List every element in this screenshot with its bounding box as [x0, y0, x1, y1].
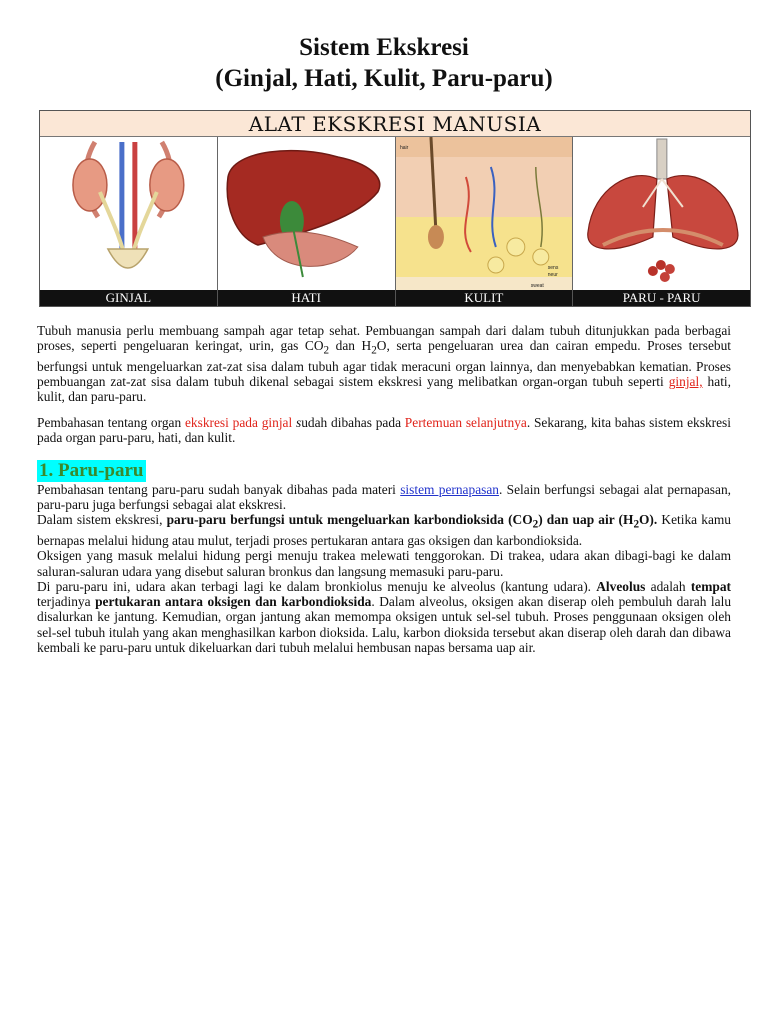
skin-label-sweat: sweat	[530, 282, 544, 290]
sistem-pernapasan-link[interactable]: sistem pernapasan	[400, 482, 499, 497]
intro-paragraph: Tubuh manusia perlu membuang sampah agar tetap sehat. Pembuangan sampah dari dalam tubuh ditunjukkan pada berbagai proses, seperti pengeluaran keringat, urin, gas $CO_2$ dan $H_2O$, serta pengeluaran urea dan cairan empedu. Proses tersebut berfungsi untuk mengeluarkan zat-zat sisa dalam tubuh agar tidak meracuni organ lainnya, dan menyebabkan kematian. Proses pembuangan zat-zat sisa dalam tubuh dikenal sebagai sistem ekskresi yang melibatkan organ-organ tubuh seperti ginjal, hati, kulit, dan paru-paru.	[37, 323, 731, 405]
liver-image	[218, 137, 396, 290]
paru-p4: Di paru-paru ini, udara akan terbagi lagi ke dalam bronkiolus menuju ke alveolus (kantung udara). Alveolus adalah tempat terjadinya pertukaran antara oksigen dan karbondioksida. Dalam alveolus, oksigen akan diserap oleh pembuluh darah lalu disalurkan ke jantung. Kemudian, organ jantung akan memompa oksigen untuk sel-sel tubuh. Proses penggunaan oksigen oleh sel-sel tubuh itulah yang akan menghasilkan karbon dioksida. Lalu, karbon dioksida tersebut akan diserap oleh darah dan dibawa kembali ke paru-paru untuk dikeluarkan dari tubuh melalui hembusan napas bersama uap air.	[37, 578, 732, 655]
paru-paru-section	[37, 482, 731, 655]
figure-panels	[40, 137, 750, 290]
pertemuan-link[interactable]: Pertemuan selanjutnya	[404, 415, 527, 430]
ekskresi-ginjal-link[interactable]: ekskresi pada ginjal	[184, 415, 293, 430]
figure-labels	[40, 290, 750, 306]
lungs-image	[573, 137, 750, 290]
kidney-image	[40, 137, 218, 290]
label-ginjal: GINJAL	[40, 290, 218, 306]
skin-image	[396, 137, 574, 290]
skin-label-sens: sens	[547, 264, 558, 272]
second-paragraph: Pembahasan tentang organ ekskresi pada ginjal sudah dibahas pada Pertemuan selanjutnya. Sekarang, kita bahas sistem ekskresi pada organ paru-paru, hati, dan kulit.	[37, 415, 731, 446]
title-line-2: (Ginjal, Hati, Kulit, Paru-paru)	[215, 65, 553, 92]
section-heading-paru-paru: 1. Paru-paru	[39, 460, 144, 481]
figure-heading: ALAT EKSKRESI MANUSIA	[40, 111, 750, 137]
skin-label-hair: hair	[399, 144, 408, 152]
excretory-organs-figure	[39, 110, 751, 307]
ginjal-link[interactable]: ginjal,	[668, 374, 703, 390]
paru-p3: Oksigen yang masuk melalui hidung pergi menuju trakea melewati tenggorokan. Di trakea, udara akan dibagi-bagi ke dalam saluran-saluran udara yang disebut saluran bronkus dan langsung memasuki paru-paru.	[37, 548, 731, 579]
title-line-1: Sistem Ekskresi	[299, 34, 469, 61]
label-hati: HATI	[218, 290, 396, 306]
label-kulit: KULIT	[396, 290, 574, 306]
skin-label-neur: neur	[547, 271, 558, 279]
paru-p1: Pembahasan tentang paru-paru sudah banyak dibahas pada materi sistem pernapasan. Selain berfungsi sebagai alat pernapasan, paru-paru juga berfungsi sebagai alat ekskresi.	[37, 482, 732, 513]
label-paru-paru: PARU - PARU	[622, 290, 701, 305]
page-title	[0, 32, 768, 94]
paru-p2: Dalam sistem ekskresi, paru-paru berfungsi untuk mengeluarkan karbondioksida $(CO_2)$ dan uap air $(H_2O)$. Ketika kamu bernapas melalui hidung atau mulut, terjadi proses pertukaran antara gas oksigen dan karbondioksida.	[37, 512, 731, 549]
